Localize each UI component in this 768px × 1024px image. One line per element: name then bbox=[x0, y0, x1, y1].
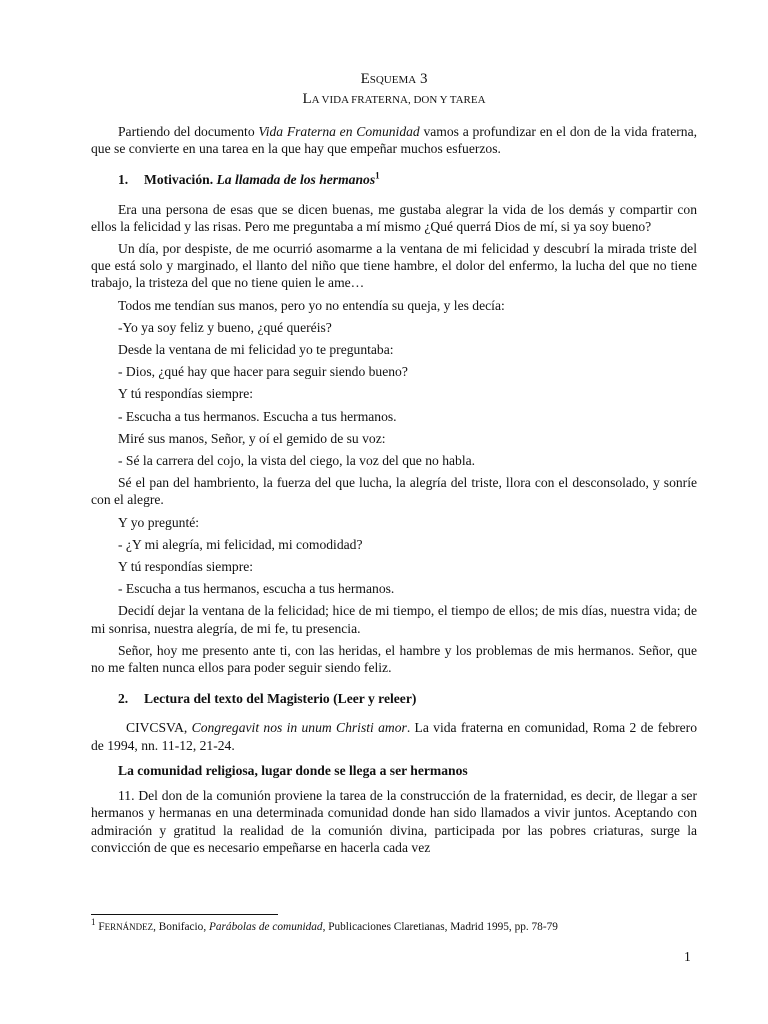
paragraph-16: Decidí dejar la ventana de la felicidad; hice de mi tiempo, el tiempo de ellos; de mis días, nuestra vida; de mi sonrisa, nuestra alegría, de mi fe, tu presencia. bbox=[91, 603, 697, 636]
section-1-heading bbox=[118, 171, 697, 188]
citation-pre: CIVCSVA, bbox=[126, 720, 192, 736]
subheading: La comunidad religiosa, lugar donde se llega a ser hermanos bbox=[118, 762, 468, 778]
title-small-caps-esquema: SQUEMA bbox=[369, 74, 417, 86]
paragraph-11-text: 11. Del don de la comunión proviene la tarea de la construcción de la fraternidad, es decir, de llegar a ser hermanos y hermanas en una determinada comunidad donde han sido llamados a vivir juntos. Aceptando con admiración y gratitud la realidad de la comunión divina, participada por las pobres criaturas, surge la convicción de que es necesario empeñarse en hacerla cada vez bbox=[91, 788, 697, 855]
footnote-book-title: Parábolas de comunidad bbox=[208, 921, 323, 933]
section-1-italic: La llamada de los hermanos bbox=[216, 172, 376, 188]
intro-text-pre: Partiendo del documento bbox=[118, 124, 259, 139]
citation-paragraph bbox=[91, 719, 697, 753]
footnote-number: 1 bbox=[91, 917, 96, 928]
citation-post: . La vida fraterna en comunidad, Roma 2 de febrero de 1994, nn. 11-12, 21-24. bbox=[91, 720, 698, 753]
intro-paragraph bbox=[91, 123, 697, 157]
section-1-number: 1. bbox=[118, 172, 129, 188]
paragraph-3: Todos me tendían sus manos, pero yo no entendía su queja, y les decía: bbox=[118, 297, 505, 313]
paragraph-1: Era una persona de esas que se dicen buenas, me gustaba alegrar la vida de los demás y compartir con ellos la felicidad y las risas. Pero me preguntaba a mí mismo ¿Qué querrá Dios de mí, si ya soy bueno? bbox=[91, 201, 697, 234]
section-2-heading bbox=[118, 690, 697, 707]
page-number: 1 bbox=[684, 949, 691, 964]
document-title bbox=[91, 70, 697, 110]
footnote-author-small-caps: ERNÁNDEZ bbox=[104, 922, 154, 932]
footnote-author-initial: F bbox=[98, 921, 105, 933]
footnote-divider bbox=[91, 914, 278, 915]
title-number: 3 bbox=[419, 71, 428, 87]
page-content bbox=[91, 70, 697, 856]
paragraph-4: -Yo ya soy feliz y bueno, ¿qué queréis? bbox=[118, 319, 332, 335]
section-2-number: 2. bbox=[118, 691, 129, 707]
title-line-1 bbox=[91, 70, 697, 90]
footnote-author-first: , Bonifacio, bbox=[153, 921, 209, 933]
title-small-caps-subtitle: A VIDA FRATERNA, DON Y TAREA bbox=[311, 94, 486, 106]
paragraph-14: Y tú respondías siempre: bbox=[118, 559, 254, 575]
footnote-reference[interactable]: 1 bbox=[375, 170, 380, 181]
paragraph-11: Sé el pan del hambriento, la fuerza del que lucha, la alegría del triste, llora con el desconsolado, y sonríe con el alegre. bbox=[91, 475, 697, 508]
paragraph-5: Desde la ventana de mi felicidad yo te preguntaba: bbox=[118, 342, 394, 358]
title-initial-l: L bbox=[302, 91, 312, 107]
section-1-label: Motivación. bbox=[144, 172, 217, 188]
footnote-publisher: , Publicaciones Claretianas, Madrid 1995, pp. 78-79 bbox=[322, 921, 558, 933]
paragraph-6: - Dios, ¿qué hay que hacer para seguir siendo bueno? bbox=[118, 364, 408, 380]
title-initial-e: E bbox=[360, 71, 370, 87]
paragraph-10: - Sé la carrera del cojo, la vista del ciego, la voz del que no habla. bbox=[118, 453, 476, 469]
paragraph-13: - ¿Y mi alegría, mi felicidad, mi comodidad? bbox=[118, 536, 363, 552]
title-line-2 bbox=[91, 90, 697, 110]
paragraph-17: Señor, hoy me presento ante ti, con las heridas, el hambre y los problemas de mis hermanos. Señor, que no me falten nunca ellos para poder seguir siendo feliz. bbox=[91, 642, 697, 676]
footnote bbox=[91, 917, 697, 934]
citation-italic-title: Congregavit nos in unum Christi amor bbox=[191, 720, 407, 736]
paragraph-8: - Escucha a tus hermanos. Escucha a tus hermanos. bbox=[118, 408, 397, 424]
paragraph-7: Y tú respondías siempre: bbox=[118, 386, 254, 402]
paragraph-15: - Escucha a tus hermanos, escucha a tus hermanos. bbox=[118, 581, 395, 597]
paragraph-12: Y yo pregunté: bbox=[118, 514, 200, 530]
paragraph-2: Un día, por despiste, de me ocurrió asomarme a la ventana de mi felicidad y descubrí la mirada triste del que está solo y marginado, el llanto del niño que tiene hambre, el dolor del enfermo, la lucha del que no tiene trabajo, la tristeza del que no tiene quien le ame… bbox=[91, 241, 697, 291]
intro-italic-title: Vida Fraterna en Comunidad bbox=[258, 124, 420, 139]
paragraph-9: Miré sus manos, Señor, y oí el gemido de su voz: bbox=[118, 430, 386, 446]
section-2-label: Lectura del texto del Magisterio (Leer y releer) bbox=[144, 691, 417, 707]
intro-text-post: vamos a profundizar en el don de la vida fraterna, que se convierte en una tarea en la que hay que empeñar muchos esfuerzos. bbox=[91, 124, 697, 157]
